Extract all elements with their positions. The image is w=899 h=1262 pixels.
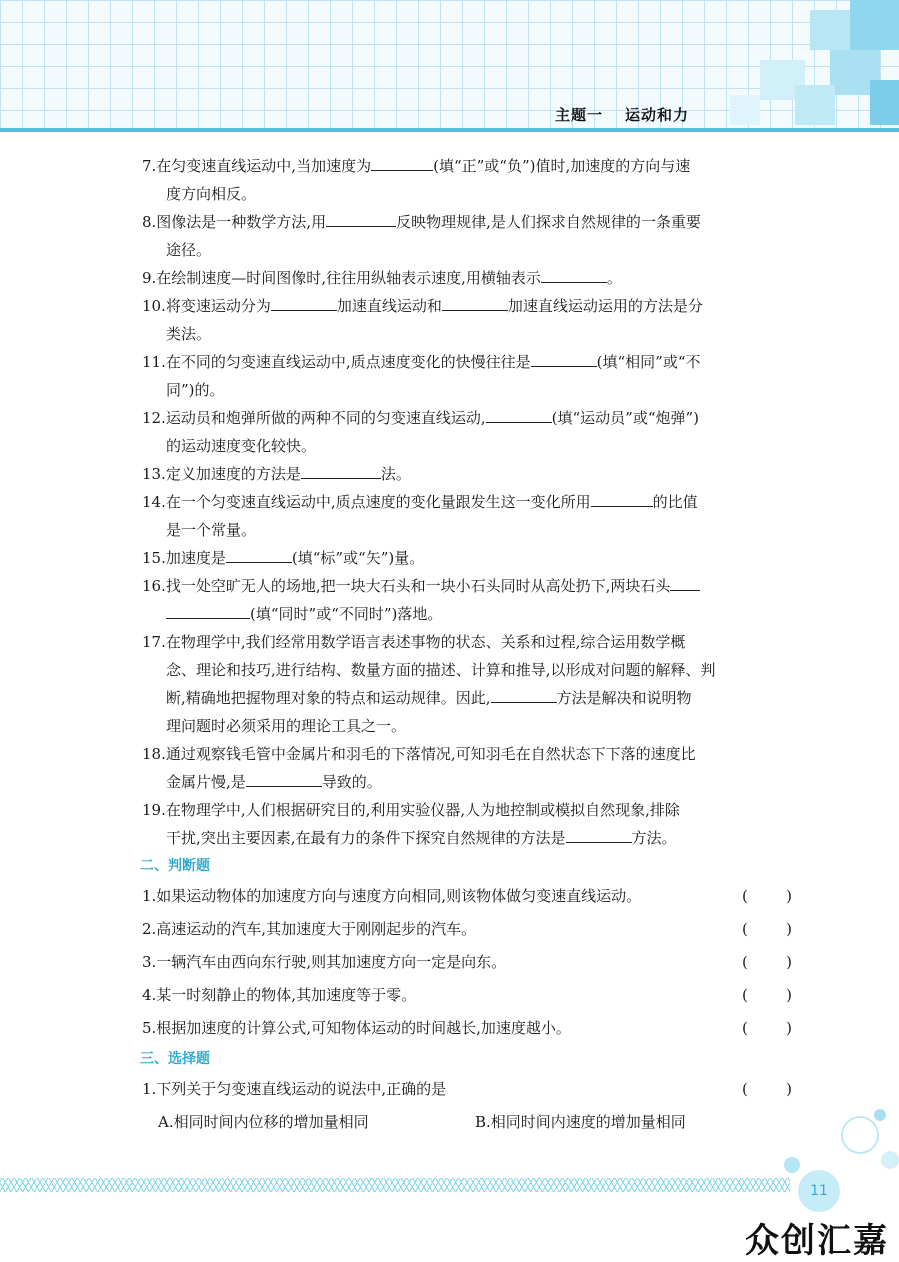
answer-parens[interactable]: ( ) — [742, 920, 792, 938]
footer-zigzag — [0, 1178, 790, 1192]
answer-blank[interactable] — [271, 294, 337, 311]
answer-parens[interactable]: ( ) — [742, 953, 792, 971]
page-content — [142, 152, 792, 1139]
judge-question-1: 1.如果运动物体的加速度方向与速度方向相同,则该物体做匀变速直线运动。 ( ) — [142, 880, 792, 913]
answer-parens[interactable]: ( ) — [742, 986, 792, 1004]
question-17: 17.在物理学中,我们经常用数学语言表述事物的状态、关系和过程,综合运用数学概 念、理论和技巧,进行结构、数量方面的描述、计算和推导,以形成对问题的解释、判 断,精确地把握物理对象的特点和运动规律。因此, 方法是解决和说明物 理问题时必须采用的理论工具之一。 — [142, 633, 716, 735]
topic-title: 运动和力 — [624, 106, 689, 124]
choice-options — [142, 1106, 792, 1139]
answer-blank[interactable] — [326, 210, 396, 227]
option-b[interactable]: B.相同时间内速度的增加量相同 — [475, 1113, 686, 1131]
answer-blank[interactable] — [301, 462, 381, 479]
judge-question-2: 2.高速运动的汽车,其加速度大于刚刚起步的汽车。 ( ) — [142, 913, 792, 946]
answer-parens[interactable]: ( ) — [742, 1019, 792, 1037]
answer-parens[interactable]: ( ) — [742, 1080, 792, 1098]
answer-blank[interactable] — [226, 546, 292, 563]
watermark-text: 众创汇嘉 — [745, 1221, 889, 1261]
question-12: 12.运动员和炮弹所做的两种不同的匀变速直线运动, (填“运动员”或“炮弹”) 的运动速度变化较快。 — [142, 404, 792, 460]
answer-blank[interactable] — [491, 686, 557, 703]
judge-question-3: 3.一辆汽车由西向东行驶,则其加速度方向一定是向东。 ( ) — [142, 946, 792, 979]
question-18: 18.通过观察钱毛管中金属片和羽毛的下落情况,可知羽毛在自然状态下下落的速度比 金属片慢,是 导致的。 — [142, 745, 696, 791]
question-9: 9.在绘制速度—时间图像时,往往用纵轴表示速度,用横轴表示 。 — [142, 264, 792, 292]
topic-label: 主题一 — [554, 106, 603, 124]
judge-question-5: 5.根据加速度的计算公式,可知物体运动的时间越长,加速度越小。 ( ) — [142, 1012, 792, 1045]
answer-blank[interactable] — [486, 406, 552, 423]
answer-blank[interactable] — [531, 350, 597, 367]
question-13: 13.定义加速度的方法是 法。 — [142, 460, 792, 488]
section-judge-title: 二、判断题 — [140, 858, 210, 874]
question-14: 14.在一个匀变速直线运动中,质点速度的变化量跟发生这一变化所用 的比值 是一个常量。 — [142, 488, 792, 544]
answer-blank[interactable] — [371, 154, 433, 171]
page-number: 11 — [798, 1170, 840, 1212]
judge-question-4: 4.某一时刻静止的物体,其加速度等于零。 ( ) — [142, 979, 792, 1012]
answer-blank[interactable] — [591, 490, 653, 507]
decorative-cubes — [700, 0, 899, 130]
decorative-circles — [780, 1090, 899, 1200]
question-7: 7.在匀变速直线运动中,当加速度为 (填“正”或“负”)值时,加速度的方向与速 度方向相反。 — [142, 152, 792, 208]
answer-blank[interactable] — [246, 770, 322, 787]
header-divider — [0, 128, 899, 132]
answer-blank[interactable] — [541, 266, 607, 283]
section-choice-title: 三、选择题 — [140, 1051, 210, 1067]
answer-parens[interactable]: ( ) — [742, 887, 792, 905]
answer-blank[interactable] — [442, 294, 508, 311]
option-a[interactable]: A.相同时间内位移的增加量相同 — [158, 1113, 369, 1131]
question-15: 15.加速度是 (填“标”或“矢”)量。 — [142, 544, 792, 572]
question-10: 10.将变速运动分为 加速直线运动和 加速直线运动运用的方法是分 类法。 — [142, 292, 792, 348]
question-8: 8.图像法是一种数学方法,用 反映物理规律,是人们探求自然规律的一条重要 途径。 — [142, 208, 792, 264]
answer-blank[interactable] — [670, 574, 700, 591]
answer-blank[interactable] — [166, 602, 250, 619]
question-11: 11.在不同的匀变速直线运动中,质点速度变化的快慢往往是 (填“相同”或“不 同”)的。 — [142, 348, 792, 404]
question-16: 16.找一处空旷无人的场地,把一块大石头和一块小石头同时从高处扔下,两块石头 (填“同时”或“不同时”)落地。 — [142, 572, 792, 628]
choice-question-1: 1.下列关于匀变速直线运动的说法中,正确的是 ( ) — [142, 1073, 792, 1106]
header-title — [555, 104, 689, 125]
question-19: 19.在物理学中,人们根据研究目的,利用实验仪器,人为地控制或模拟自然现象,排除 干扰,突出主要因素,在最有力的条件下探究自然规律的方法是 方法。 — [142, 801, 680, 847]
answer-blank[interactable] — [566, 826, 632, 843]
